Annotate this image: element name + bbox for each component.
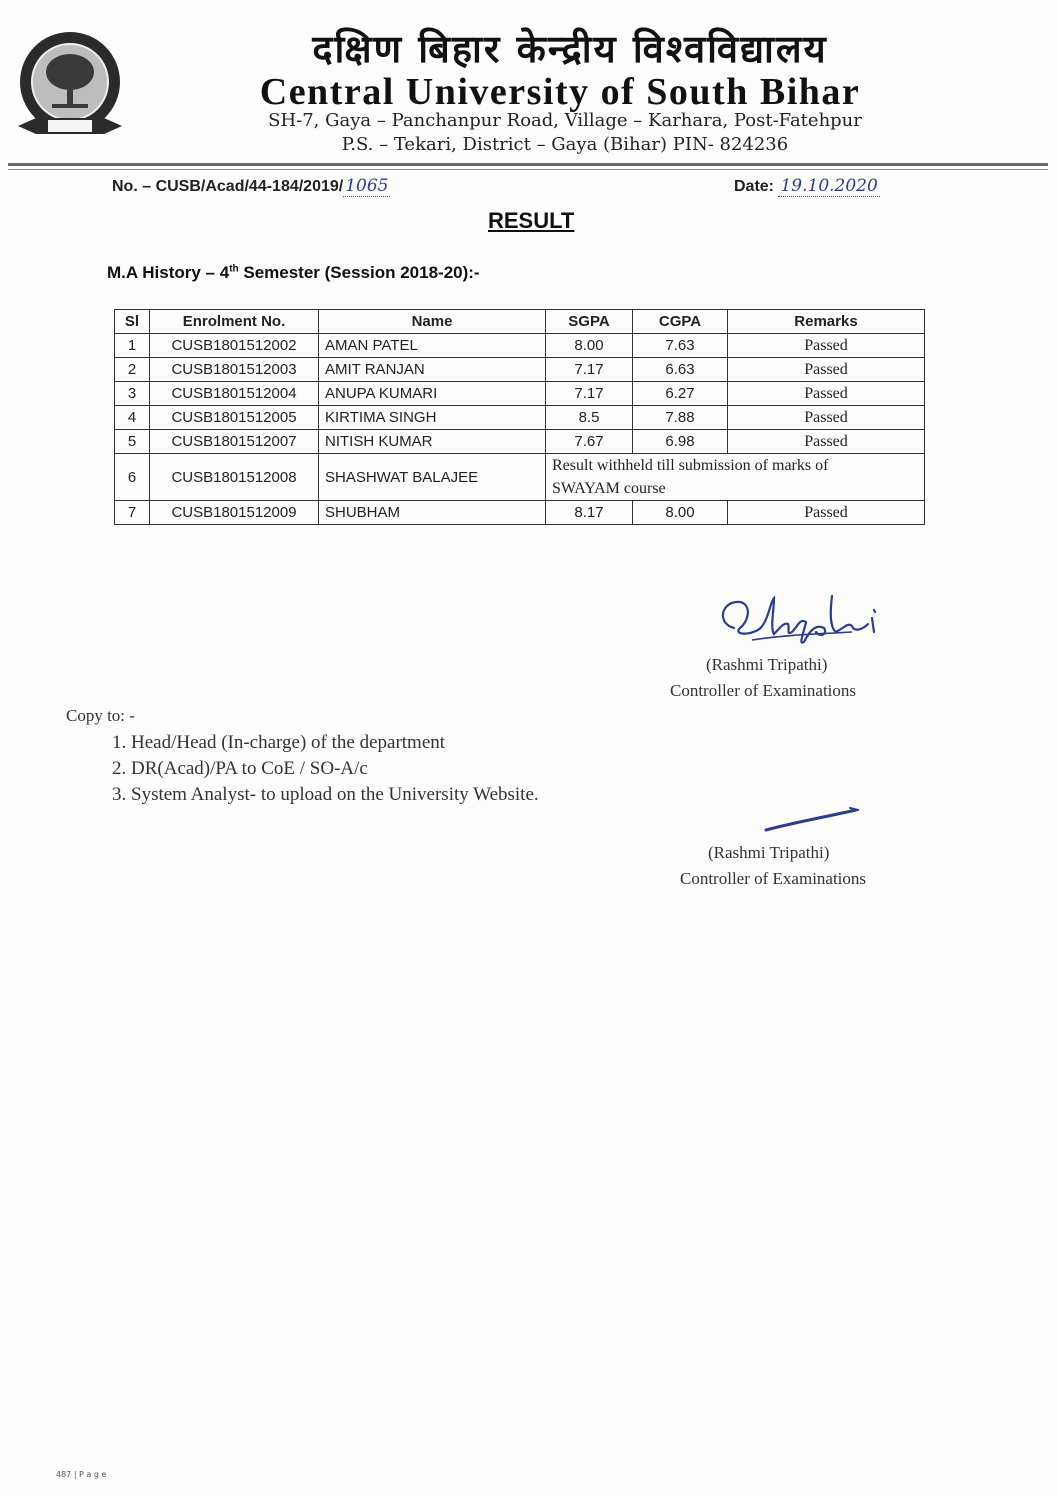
table-row	[115, 501, 925, 525]
withheld-line-1: Result withheld till submission of marks of	[552, 457, 829, 474]
date-label: Date:	[734, 178, 775, 195]
cell-name: KIRTIMA SINGH	[319, 406, 546, 430]
course-suffix: Semester (Session 2018-20):-	[238, 263, 480, 282]
course-prefix: M.A History – 4	[107, 263, 230, 282]
header-sgpa: SGPA	[546, 310, 633, 334]
header-name: Name	[319, 310, 546, 334]
list-item: 3. System Analyst- to upload on the University Website.	[112, 784, 539, 805]
page-number: 487 | P a g e	[56, 1470, 107, 1479]
cell-remarks: Passed	[728, 358, 925, 382]
cell-withheld-note	[546, 454, 925, 501]
list-item: 1. Head/Head (In-charge) of the department	[112, 732, 446, 753]
signature-stroke-image	[760, 800, 870, 840]
cell-enrolment: CUSB1801512002	[150, 334, 319, 358]
signature-image	[712, 588, 912, 648]
cell-cgpa: 8.00	[633, 501, 728, 525]
result-table	[114, 309, 925, 525]
cell-sgpa: 8.5	[546, 406, 633, 430]
handwritten-date: 19.10.2020	[780, 176, 878, 196]
cell-name: AMIT RANJAN	[319, 358, 546, 382]
cell-sl: 2	[115, 358, 150, 382]
cell-sl: 1	[115, 334, 150, 358]
signatory-title: Controller of Examinations	[680, 869, 867, 888]
cell-sl: 7	[115, 501, 150, 525]
cell-remarks: Passed	[728, 430, 925, 454]
cell-cgpa: 6.63	[633, 358, 728, 382]
table-row	[115, 358, 925, 382]
cell-name: SHUBHAM	[319, 501, 546, 525]
cell-enrolment: CUSB1801512004	[150, 382, 319, 406]
cell-sl: 6	[115, 454, 150, 501]
cell-sgpa: 8.17	[546, 501, 633, 525]
cell-name: ANUPA KUMARI	[319, 382, 546, 406]
table-row	[115, 406, 925, 430]
cell-sl: 3	[115, 382, 150, 406]
cell-enrolment: CUSB1801512003	[150, 358, 319, 382]
header-divider-thin	[8, 169, 1048, 170]
table-row	[115, 334, 925, 358]
cell-cgpa: 7.88	[633, 406, 728, 430]
cell-remarks: Passed	[728, 334, 925, 358]
cell-name: NITISH KUMAR	[319, 430, 546, 454]
cell-name: AMAN PATEL	[319, 334, 546, 358]
cell-name: SHASHWAT BALAJEE	[319, 454, 546, 501]
cell-sgpa: 7.17	[546, 382, 633, 406]
university-name-english: Central University of South Bihar	[259, 71, 861, 113]
signatory-name: (Rashmi Tripathi)	[706, 655, 828, 674]
cell-remarks: Passed	[728, 382, 925, 406]
cell-remarks: Passed	[728, 501, 925, 525]
table-header-row	[115, 310, 925, 334]
header-sl: Sl	[115, 310, 150, 334]
header-cgpa: CGPA	[633, 310, 728, 334]
reference-label: No. – CUSB/Acad/44-184/2019/	[112, 178, 344, 195]
cell-sgpa: 7.17	[546, 358, 633, 382]
header-enrolment: Enrolment No.	[150, 310, 319, 334]
copy-to-label: Copy to: -	[66, 706, 135, 725]
cell-remarks: Passed	[728, 406, 925, 430]
university-logo	[14, 30, 126, 142]
handwritten-reference-number: 1065	[345, 176, 389, 196]
cell-sl: 4	[115, 406, 150, 430]
course-heading	[107, 263, 480, 283]
list-item: 2. DR(Acad)/PA to CoE / SO-A/c	[112, 758, 368, 779]
cell-enrolment: CUSB1801512007	[150, 430, 319, 454]
university-name-hindi: दक्षिण बिहार केन्द्रीय विश्वविद्यालय	[312, 27, 828, 71]
cell-cgpa: 7.63	[633, 334, 728, 358]
reference-number	[112, 176, 390, 196]
cell-sl: 5	[115, 430, 150, 454]
cell-cgpa: 6.98	[633, 430, 728, 454]
course-superscript: th	[229, 263, 239, 275]
cell-sgpa: 7.67	[546, 430, 633, 454]
cell-cgpa: 6.27	[633, 382, 728, 406]
result-heading: RESULT	[488, 208, 575, 233]
withheld-line-2: SWAYAM course	[552, 480, 666, 497]
signatory-name: (Rashmi Tripathi)	[708, 843, 830, 862]
cell-enrolment: CUSB1801512005	[150, 406, 319, 430]
cell-sgpa: 8.00	[546, 334, 633, 358]
cell-enrolment: CUSB1801512008	[150, 454, 319, 501]
header-remarks: Remarks	[728, 310, 925, 334]
address-line-2: P.S. – Tekari, District – Gaya (Bihar) PIN- 824236	[341, 134, 789, 155]
table-row	[115, 430, 925, 454]
address-line-1: SH-7, Gaya – Panchanpur Road, Village – Karhara, Post-Fatehpur	[268, 110, 862, 131]
table-row	[115, 382, 925, 406]
cell-enrolment: CUSB1801512009	[150, 501, 319, 525]
document-date	[734, 176, 880, 196]
signatory-title: Controller of Examinations	[670, 681, 857, 700]
table-row	[115, 454, 925, 501]
copy-to-list	[112, 730, 539, 808]
header-divider	[8, 163, 1048, 166]
